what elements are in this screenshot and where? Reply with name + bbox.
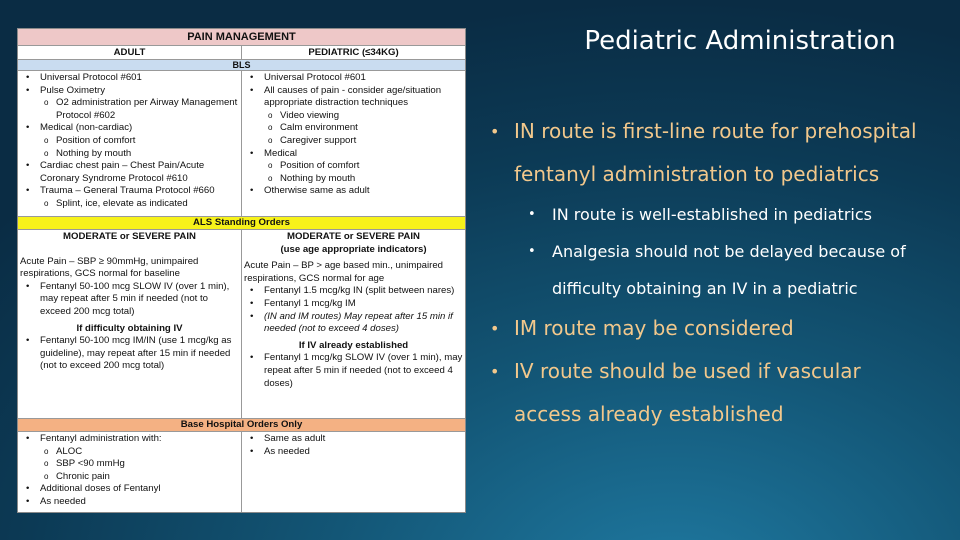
list-item: • As needed (20, 496, 239, 509)
sub-bullet-item: • Analgesia should not be delayed because of difficulty obtaining an IV in a pediatric (528, 233, 930, 307)
section-als: ALS Standing Orders (18, 217, 465, 230)
als-adult-head: MODERATE or SEVERE PAIN (63, 231, 196, 242)
als-row (18, 230, 465, 419)
list-item: • Universal Protocol #601 (20, 72, 239, 85)
bullet-item: • IV route should be used if vascular access already established (490, 350, 930, 436)
als-adult-cell (18, 230, 242, 418)
list-item: o Caregiver support (244, 135, 463, 148)
list-item: o Nothing by mouth (244, 173, 463, 186)
section-bls: BLS (18, 60, 465, 71)
list-item: o SBP <90 mmHg (20, 458, 239, 471)
bullet-list (490, 110, 930, 436)
sub-bullet-item: • IN route is well-established in pediatrics (528, 196, 930, 233)
pain-management-table (17, 28, 466, 513)
column-header-pediatric: PEDIATRIC (≤34KG) (308, 47, 399, 58)
als-ped-intro: Acute Pain – BP > age based min., unimpaired respirations, GCS normal for age (244, 260, 444, 284)
list-item: • (IN and IM routes) May repeat after 15 min if needed (not to exceed 4 doses) (244, 311, 463, 336)
als-pediatric-cell (242, 230, 465, 418)
als-ped-head: MODERATE or SEVERE PAIN (287, 231, 420, 242)
list-item: o O2 administration per Airway Management Protocol #602 (20, 97, 239, 122)
list-item: • Fentanyl 50-100 mcg SLOW IV (over 1 min), may repeat after 5 min if needed (not to exceed 200 mcg total) (20, 281, 239, 319)
als-ped-subhead: If IV already established (298, 339, 409, 351)
section-base-hospital: Base Hospital Orders Only (18, 419, 465, 432)
list-item: • Fentanyl 1 mcg/kg SLOW IV (over 1 min), may repeat after 5 min if needed (not to exceed 4 doses) (244, 352, 463, 390)
list-item: • All causes of pain - consider age/situation appropriate distraction techniques (244, 85, 463, 110)
list-item: • Fentanyl 1.5 mcg/kg IN (split between nares) (244, 285, 463, 298)
column-header-adult: ADULT (18, 46, 242, 59)
als-adult-subhead: If difficulty obtaining IV (76, 322, 183, 334)
list-item: • Fentanyl 50-100 mcg IM/IN (use 1 mcg/kg as guideline), may repeat after 15 min if needed (not to exceed 200 mcg total) (20, 335, 239, 373)
als-adult-intro: Acute Pain – SBP ≥ 90mmHg, unimpaired respirations, GCS normal for baseline (20, 255, 199, 280)
base-pediatric-cell (242, 432, 465, 512)
list-item: o Position of comfort (20, 135, 239, 148)
list-item: • Cardiac chest pain – Chest Pain/Acute Coronary Syndrome Protocol #610 (20, 160, 239, 185)
list-item: o Splint, ice, elevate as indicated (20, 198, 239, 211)
bullet-item: • IM route may be considered (490, 307, 930, 350)
list-item: • Pulse Oximetry (20, 85, 239, 98)
list-item: • Trauma – General Trauma Protocol #660 (20, 185, 239, 198)
list-item: o Video viewing (244, 110, 463, 123)
list-item: o ALOC (20, 446, 239, 459)
list-item: o Calm environment (244, 122, 463, 135)
list-item: • Medical (non-cardiac) (20, 122, 239, 135)
bls-pediatric-cell (242, 71, 465, 216)
list-item: o Position of comfort (244, 160, 463, 173)
list-item: • As needed (244, 446, 463, 459)
list-item: • Fentanyl administration with: (20, 433, 239, 446)
list-item: • Otherwise same as adult (244, 185, 463, 198)
bullet-item: • IN route is first-line route for prehospital fentanyl administration to pediatrics (490, 110, 930, 196)
list-item: • Universal Protocol #601 (244, 72, 463, 85)
bls-row (18, 71, 465, 217)
base-adult-cell (18, 432, 242, 512)
list-item: o Nothing by mouth (20, 148, 239, 161)
column-headers (18, 46, 465, 60)
base-row (18, 432, 465, 512)
list-item: o Chronic pain (20, 471, 239, 484)
als-ped-head2: (use age appropriate indicators) (280, 243, 427, 255)
list-item: • Fentanyl 1 mcg/kg IM (244, 298, 463, 311)
bls-adult-cell (18, 71, 242, 216)
table-title: PAIN MANAGEMENT (18, 29, 465, 46)
slide-title: Pediatric Administration (584, 26, 896, 56)
list-item: • Additional doses of Fentanyl (20, 483, 239, 496)
list-item: • Same as adult (244, 433, 463, 446)
list-item: • Medical (244, 148, 463, 161)
